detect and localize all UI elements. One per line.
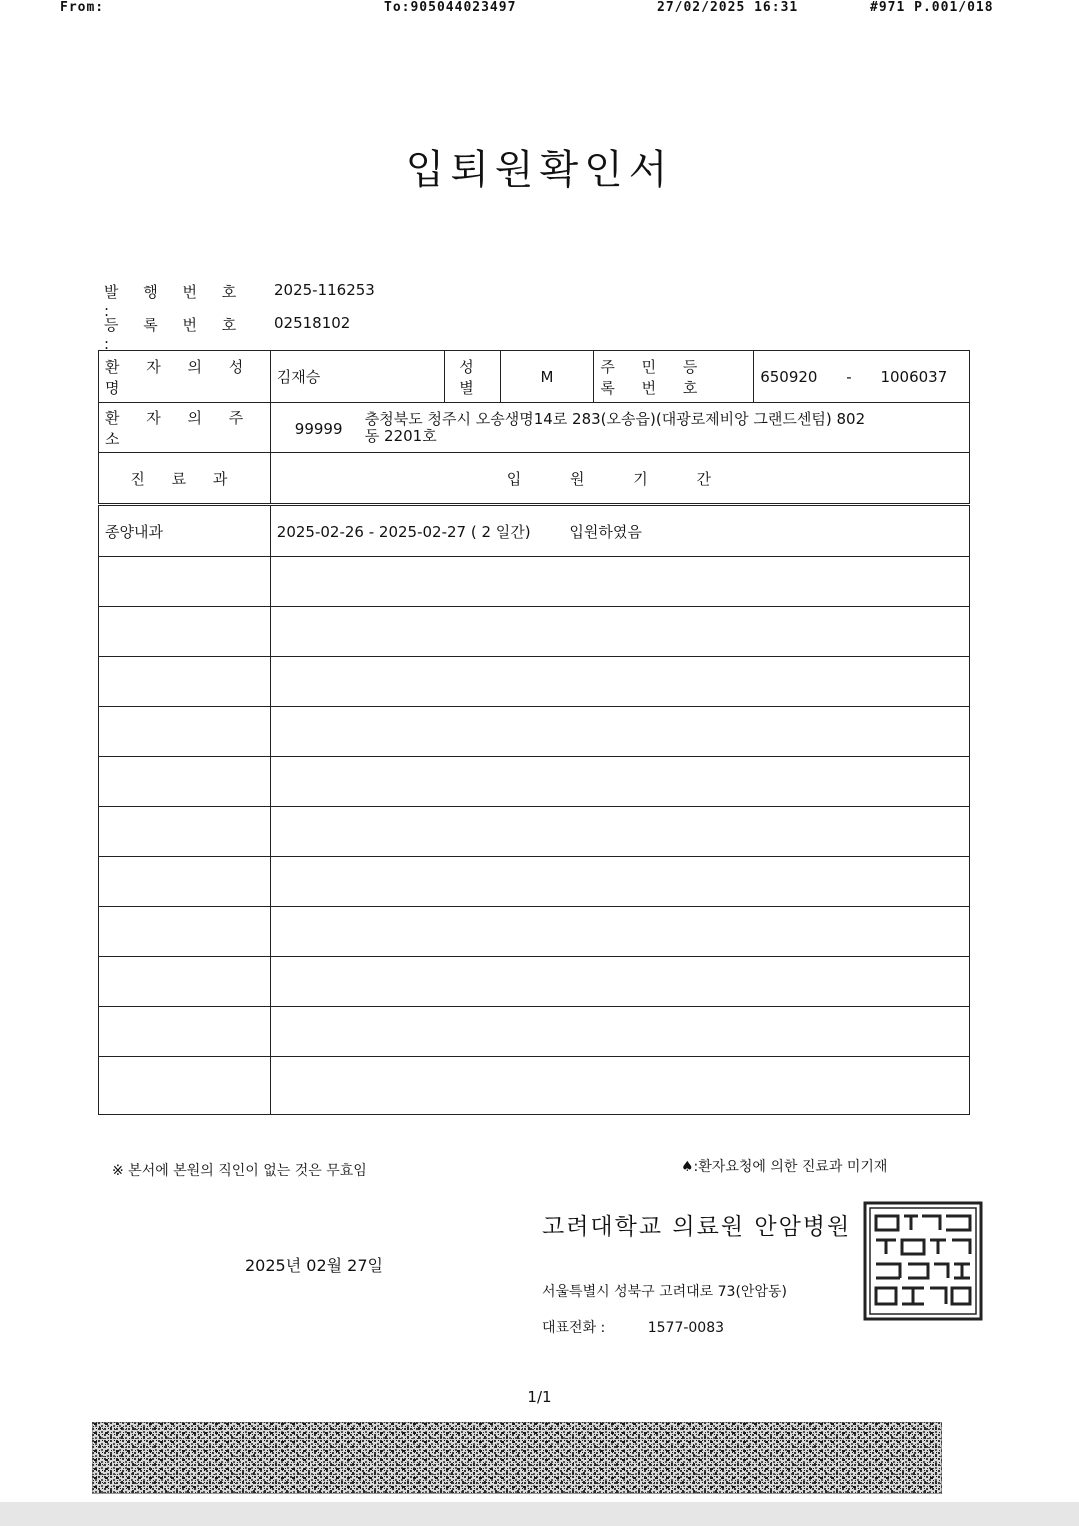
- table-row-empty: [99, 557, 970, 607]
- table-row-empty: [99, 1007, 970, 1057]
- address-line-1: 충청북도 청주시 오송생명14로 283(오송읍)(대광로제비앙 그랜드센텀) 802: [364, 409, 866, 428]
- table-row-empty: [99, 857, 970, 907]
- issue-date: 2025년 02월 27일: [245, 1256, 383, 1275]
- table-row-empty: [99, 707, 970, 757]
- address-text: [365, 411, 865, 445]
- official-seal-icon: [862, 1200, 984, 1322]
- patient-address: [270, 403, 969, 453]
- table-row-empty: [99, 807, 970, 857]
- validity-note: ※ 본서에 본원의 직인이 없는 것은 무효임: [112, 1163, 367, 1179]
- admission-period: 2025-02-26 - 2025-02-27 ( 2 일간): [276, 522, 531, 541]
- address-line-2: 동 2201호: [364, 426, 437, 445]
- table-row-empty: [99, 957, 970, 1007]
- fax-to: To:905044023497: [384, 0, 517, 15]
- hospital-address: 서울특별시 성북구 고려대로 73(안암동): [542, 1284, 787, 1300]
- registration-number-row: [104, 314, 351, 353]
- registration-number-label: 등 록 번 호 :: [104, 316, 247, 353]
- issue-number-value: 2025-116253: [274, 281, 375, 299]
- dept-column-header: 진 료 과: [99, 453, 271, 505]
- hospital-name: 고려대학교 의료원 안암병원: [542, 1214, 852, 1240]
- patient-name-label: 환 자 의 성 명: [99, 351, 271, 403]
- table-row-empty: [99, 657, 970, 707]
- registration-number-value: 02518102: [274, 314, 351, 332]
- rrn-front: 650920: [760, 367, 818, 386]
- admission-confirmation-table: [98, 350, 970, 1115]
- sex-label: 성 별: [444, 351, 500, 403]
- fax-noise-strip: [92, 1422, 942, 1494]
- rrn-dash: -: [846, 367, 852, 386]
- sex-value: M: [500, 351, 594, 403]
- fax-datetime: 27/02/2025 16:31: [657, 0, 799, 15]
- period-cell: [270, 505, 969, 557]
- fax-from: From:: [60, 0, 105, 15]
- dept-omission-note: ♠:환자요청에 의한 진료과 미기재: [681, 1159, 888, 1175]
- document-title: 입퇴원확인서: [405, 147, 674, 193]
- patient-address-label: 환 자 의 주 소: [99, 403, 271, 453]
- fax-page: #971 P.001/018: [870, 0, 994, 15]
- table-row-empty: [99, 1057, 970, 1115]
- phone-label: 대표전화 :: [542, 1320, 606, 1336]
- page-number: 1/1: [527, 1388, 552, 1406]
- postal-code: 99999: [294, 419, 343, 438]
- table-row-empty: [99, 757, 970, 807]
- patient-name: 김재승: [270, 351, 444, 403]
- rrn-label: 주 민 등 록 번 호: [594, 351, 754, 403]
- admission-note: 입원하였음: [569, 522, 642, 541]
- hospital-phone: [542, 1317, 724, 1337]
- bottom-bar: [0, 1502, 1079, 1526]
- table-row-empty: [99, 907, 970, 957]
- patient-address-row: [99, 403, 970, 453]
- table-row-empty: [99, 607, 970, 657]
- rrn-back: 1006037: [880, 367, 948, 386]
- period-column-header: 입 원 기 간: [270, 453, 969, 505]
- patient-name-row: [99, 351, 970, 403]
- dept-cell: 종양내과: [99, 505, 271, 557]
- phone-number: 1577-0083: [647, 1320, 725, 1336]
- issue-number-label: 발 행 번 호 :: [104, 283, 247, 320]
- table-row: [99, 505, 970, 557]
- rrn-value: [754, 351, 970, 403]
- table-header-row: [99, 453, 970, 505]
